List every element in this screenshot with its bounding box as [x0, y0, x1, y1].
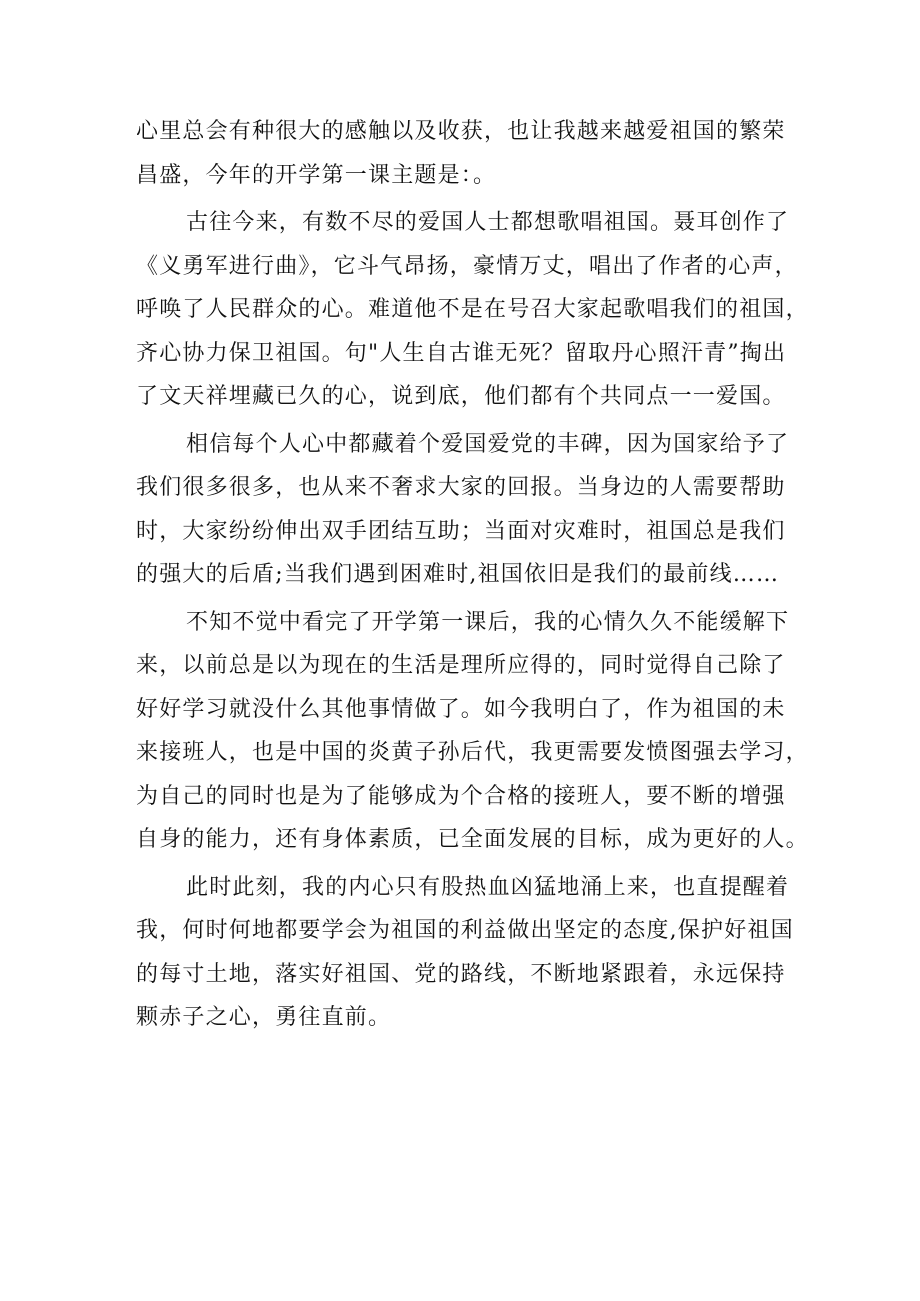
text-line: 来接班人，也是中国的炎黄子孙后代，我更需要发愤图强去学习，: [136, 740, 809, 765]
text-line: 《义勇军进行曲》，它斗气昂扬，豪情万丈，唱出了作者的心声，: [136, 253, 798, 279]
text-line: 不知不觉中看完了开学第一课后，我的心情久久不能缓解下: [186, 609, 790, 635]
essay-body: [136, 110, 809, 1044]
text-line: 来，以前总是以为现在的生活是理所应得的，同时觉得自己除了: [136, 653, 786, 678]
text-line: 呼唤了人民群众的心。难道他不是在号召大家起歌唱我们的祖国，: [136, 297, 809, 322]
paragraph-3: [136, 423, 796, 597]
text-line: 古往今来，有数不尽的爱国人士都想歌唱祖国。聂耳创作了: [186, 210, 790, 235]
text-line: 心里总会有种很大的感触以及收获，也让我越来越爱祖国的繁荣: [136, 119, 786, 144]
text-line: 相信每个人心中都藏着个爱国爱党的丰碑，因为国家给予了: [186, 431, 790, 457]
text-line: 了文天祥埋藏已久的心，说到底，他们都有个共同点一一爱国。: [136, 384, 786, 409]
paragraph-1: [136, 110, 796, 197]
text-line: 颗赤子之心，勇往直前。: [136, 1005, 392, 1030]
paragraph-2: [136, 201, 809, 419]
text-line: 好好学习就没什么其他事情做了。如今我明白了，作为祖国的未: [136, 696, 786, 722]
text-line: 自身的能力，还有身体素质，已全面发展的目标，成为更好的人。: [136, 827, 809, 852]
text-line: 此时此刻，我的内心只有股热血凶猛地涌上来，也直提醒着: [186, 874, 790, 900]
text-line: 的强大的后盾;当我们遇到困难时,祖国依旧是我们的最前线……: [136, 562, 780, 587]
text-line: 我们很多很多，也从来不奢求大家的回报。当身边的人需要帮助: [136, 475, 786, 500]
paragraph-4: [136, 601, 809, 862]
text-line: 我，何时何地都要学会为祖国的利益做出坚定的态度,保护好祖国: [136, 918, 794, 943]
text-line: 为自己的同时也是为了能够成为个合格的接班人，要不断的增强: [136, 783, 786, 809]
text-line: 的每寸土地，落实好祖国、党的路线，不断地紧跟着，永远保持: [136, 961, 786, 987]
text-line: 昌盛，今年的开学第一课主题是：。: [136, 162, 497, 188]
text-line: 时，大家纷纷伸出双手团结互助；当面对灾难时，祖国总是我们: [136, 518, 786, 544]
text-line: 齐心协力保卫祖国。句"人生自古谁无死？留取丹心照汗青”掏出: [136, 340, 787, 366]
paragraph-5: [136, 866, 796, 1040]
